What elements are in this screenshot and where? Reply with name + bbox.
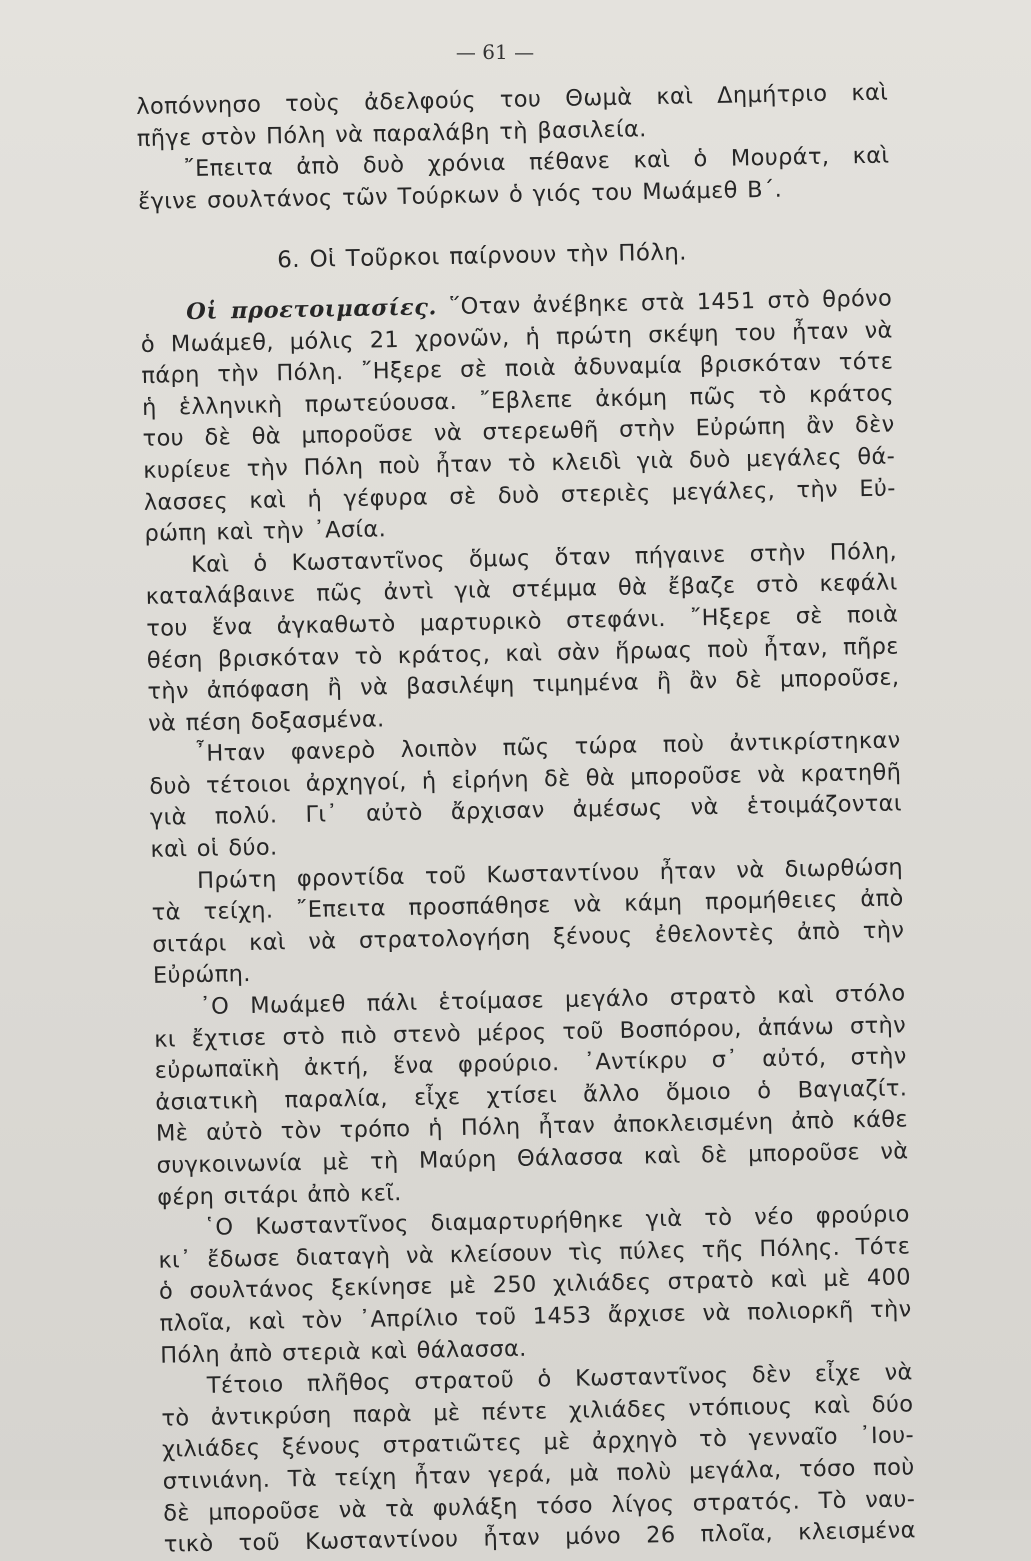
text-line: χιλιάδες ξένους στρατιῶτες μὲ ἀρχηγὸ τὸ γενναῖο ᾿Ιου- (161, 1422, 915, 1464)
text-line: τὰ τείχη. ῎Επειτα προσπάθησε νὰ κάμη προμήθειες ἀπὸ (151, 885, 904, 927)
text-line: λοπόννησο τοὺς ἀδελφούς του Θωμὰ καὶ Δημήτριο καὶ (136, 79, 889, 120)
text-line: κυρίευε τὴν Πόλη ποὺ ἦταν τὸ κλειδὶ γιὰ δυὸ μεγάλες θά- (143, 443, 896, 484)
text-line: τικὸ τοῦ Κωσταντίνου ἦταν μόνο 26 πλοῖα, κλεισμένα (163, 1517, 917, 1558)
text-line: συγκοινωνία μὲ τὴ Μαύρη Θάλασσα καὶ δὲ μποροῦσε νὰ (156, 1138, 909, 1179)
text-line: ἔγινε σουλτάνος τῶν Τούρκων ὁ γιός του Μωάμεθ Β΄. (137, 176, 783, 215)
text-line: πῆγε στὸν Πόλη νὰ παραλάβη τὴ βασιλεία. (136, 115, 647, 152)
text-line: ρώπη καὶ τὴν ᾿Ασία. (144, 516, 387, 548)
text-line: ῎Επειτα ἀπὸ δυὸ χρόνια πέθανε καὶ ὁ Μουράτ, καὶ (183, 142, 890, 183)
text-line: καταλάβαινε πῶς ἀντὶ γιὰ στέμμα θὰ ἔβαζε στὸ κεφάλι (145, 569, 898, 611)
text-line: πάρη τὴν Πόλη. ῎Ηξερε σὲ ποιὰ ἀδυναμία βρισκόταν τότε (141, 348, 894, 390)
text-line: γιὰ πολύ. Γι᾿ αὐτὸ ἄρχισαν ἀμέσως νὰ ἑτοιμάζονται (149, 790, 903, 832)
text-line: ἡ ἑλληνικὴ πρωτεύουσα. ῎Εβλεπε ἀκόμη πῶς τὸ κράτος (141, 380, 895, 421)
section-label: Οἱ προετοιμασίες. (185, 294, 438, 326)
text-line: ᾿Ο Μωάμεθ πάλι ἑτοίμασε μεγάλο στρατὸ καὶ στόλο (199, 980, 906, 1020)
text-line: του δὲ θὰ μποροῦσε νὰ στερεωθῆ στὴν Εὐρώπη ἂν δὲν (142, 411, 895, 453)
text-line: τὸ ἀντικρύση παρὰ μὲ πέντε χιλιάδες ντόπιους καὶ δύο (161, 1391, 914, 1432)
page-text (136, 78, 916, 1561)
text-line: Πόλη ἀπὸ στεριὰ καὶ θάλασσα. (160, 1335, 527, 1369)
text-line: κι ἔχτισε στὸ πιὸ στενὸ μέρος τοῦ Βοσπόρου, ἀπάνω στὴν (153, 1012, 907, 1053)
page-number: — 61 — (455, 40, 535, 64)
text-line: ὁ Μωάμεθ, μόλις 21 χρονῶν, ἡ πρώτη σκέψη του ἦταν νὰ (140, 317, 893, 358)
text-line: δὲ μποροῦσε νὰ τὰ φυλάξη τόσο λίγος στρατός. Τὸ ναυ- (163, 1485, 916, 1527)
text-line: φέρη σιτάρι ἀπὸ κεῖ. (156, 1179, 402, 1211)
text-line: λασσες καὶ ἡ γέφυρα σὲ δυὸ στεριὲς μεγάλες, τὴν Εὐ- (143, 475, 896, 516)
text-line: Καὶ ὁ Κωσταντῖνος ὅμως ὅταν πήγαινε στὴν Πόλη, (190, 538, 898, 578)
text-line: ἀσιατικὴ παραλία, εἶχε χτίσει ἄλλο ὅμοιο ὁ Βαγιαζίτ. (155, 1075, 908, 1116)
text-line: τὴν ἀπόφαση ἢ νὰ βασιλέψη τιμημένα ἢ ἂν δὲ μποροῦσε, (147, 664, 900, 705)
text-line: στινιάνη. Τὰ τείχη ἦταν γερά, μὰ πολὺ μεγάλα, τόσο ποὺ (162, 1454, 915, 1495)
text-line: ῾Ο Κωσταντῖνος διαμαρτυρήθηκε γιὰ τὸ νέο φρούριο (203, 1201, 910, 1242)
text-line-rest: ῞Οταν ἀνέβηκε στὰ 1451 στὸ θρόνο (448, 285, 893, 320)
text-line: νὰ πέση δοξασμένα. (147, 706, 385, 737)
text-line: Τέτοιο πλῆθος στρατοῦ ὁ Κωσταντῖνος δὲν εἶχε νὰ (206, 1359, 913, 1400)
text-line: του ἕνα ἀγκαθωτὸ μαρτυρικὸ στεφάνι. ῎Ηξερε σὲ ποιὰ (146, 601, 899, 642)
text-line: Πρώτη φροντίδα τοῦ Κωσταντίνου ἦταν νὰ διωρθώση (196, 854, 904, 894)
text-line: πλοῖα, καὶ τὸν ᾿Απρίλιο τοῦ 1453 ἄρχισε νὰ πολιορκῆ τὴν (159, 1296, 912, 1337)
text-line: Μὲ αὐτὸ τὸν τρόπο ἡ Πόλη ἦταν ἀποκλεισμένη ἀπὸ κάθε (155, 1106, 909, 1148)
text-line: Εὐρώπη. (152, 961, 251, 990)
section-heading: 6. Οἱ Τοῦρκοι παίρνουν τὴν Πόλη. (277, 239, 688, 274)
text-line: εὐρωπαϊκὴ ἀκτή, ἕνα φρούριο. ᾿Αντίκρυ σ᾿ αὐτό, στὴν (154, 1043, 907, 1085)
text-line: σιτάρι καὶ νὰ στρατολογήση ξένους ἐθελοντὲς ἀπὸ τὴν (152, 917, 905, 958)
text-line: κι᾿ ἔδωσε διαταγὴ νὰ κλείσουν τὶς πύλες τῆς Πόλης. Τότε (158, 1233, 911, 1274)
text-line: ὁ σουλτάνος ξεκίνησε μὲ 250 χιλιάδες στρατὸ καὶ μὲ 400 (158, 1264, 912, 1306)
text-line: ῏Ηταν φανερὸ λοιπὸν πῶς τώρα ποὺ ἀντικρίστηκαν (194, 727, 901, 768)
text-line: καὶ οἱ δύο. (150, 834, 278, 863)
text-line: δυὸ τέτοιοι ἀρχηγοί, ἡ εἰρήνη δὲ θὰ μποροῦσε νὰ κρατηθῆ (149, 759, 902, 800)
text-line: θέση βρισκόταν τὸ κράτος, καὶ σὰν ἥρωας ποὺ ἦταν, πῆρε (146, 632, 900, 674)
